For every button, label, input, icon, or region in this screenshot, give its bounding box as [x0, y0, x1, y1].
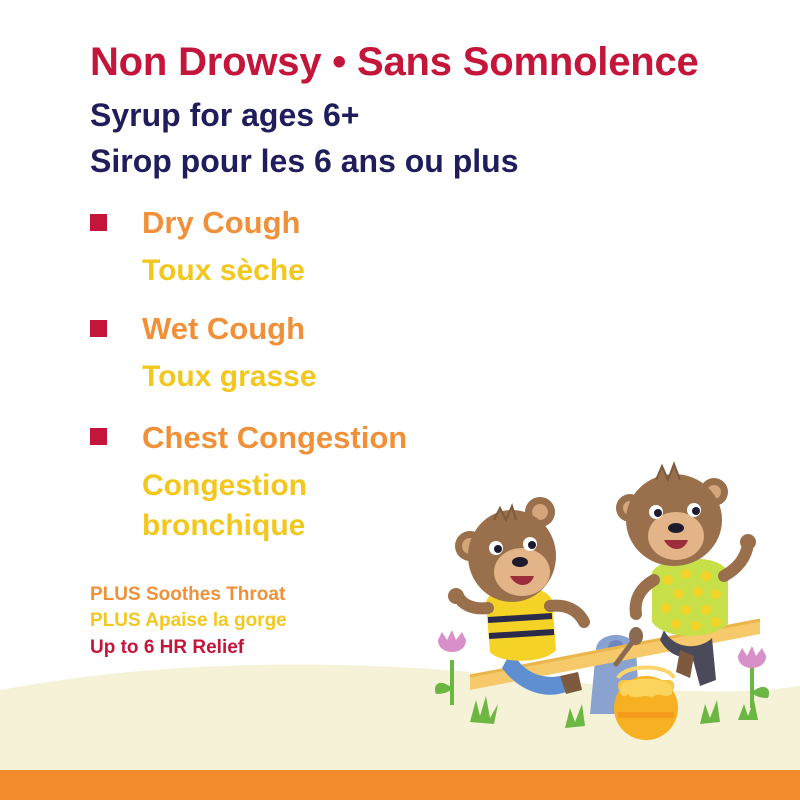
headline — [90, 40, 699, 85]
headline-french: Sans Somnolence — [357, 40, 699, 84]
benefit-english: PLUS Soothes Throat — [90, 584, 286, 605]
symptom-french: Toux sèche — [142, 254, 305, 287]
subtitle-french: Sirop pour les 6 ans ou plus — [90, 143, 519, 179]
symptom-french: Toux grasse — [142, 360, 317, 393]
headline-english: Non Drowsy — [90, 40, 322, 84]
square-bullet-icon — [90, 320, 107, 337]
square-bullet-icon — [90, 214, 107, 231]
ground-hill — [0, 665, 800, 770]
square-bullet-icon — [90, 428, 107, 445]
relief-duration: Up to 6 HR Relief — [90, 637, 245, 658]
bottom-bar — [0, 770, 800, 800]
subtitle-english: Syrup for ages 6+ — [90, 97, 360, 133]
benefit-french: PLUS Apaise la gorge — [90, 610, 287, 631]
symptom-english: Wet Cough — [142, 311, 306, 346]
headline-separator: • — [332, 40, 347, 84]
symptom-english: Dry Cough — [142, 205, 301, 240]
symptom-english: Chest Congestion — [142, 420, 408, 455]
symptom-french-line1: Congestion — [142, 469, 307, 502]
symptom-french-line2: bronchique — [142, 509, 306, 542]
